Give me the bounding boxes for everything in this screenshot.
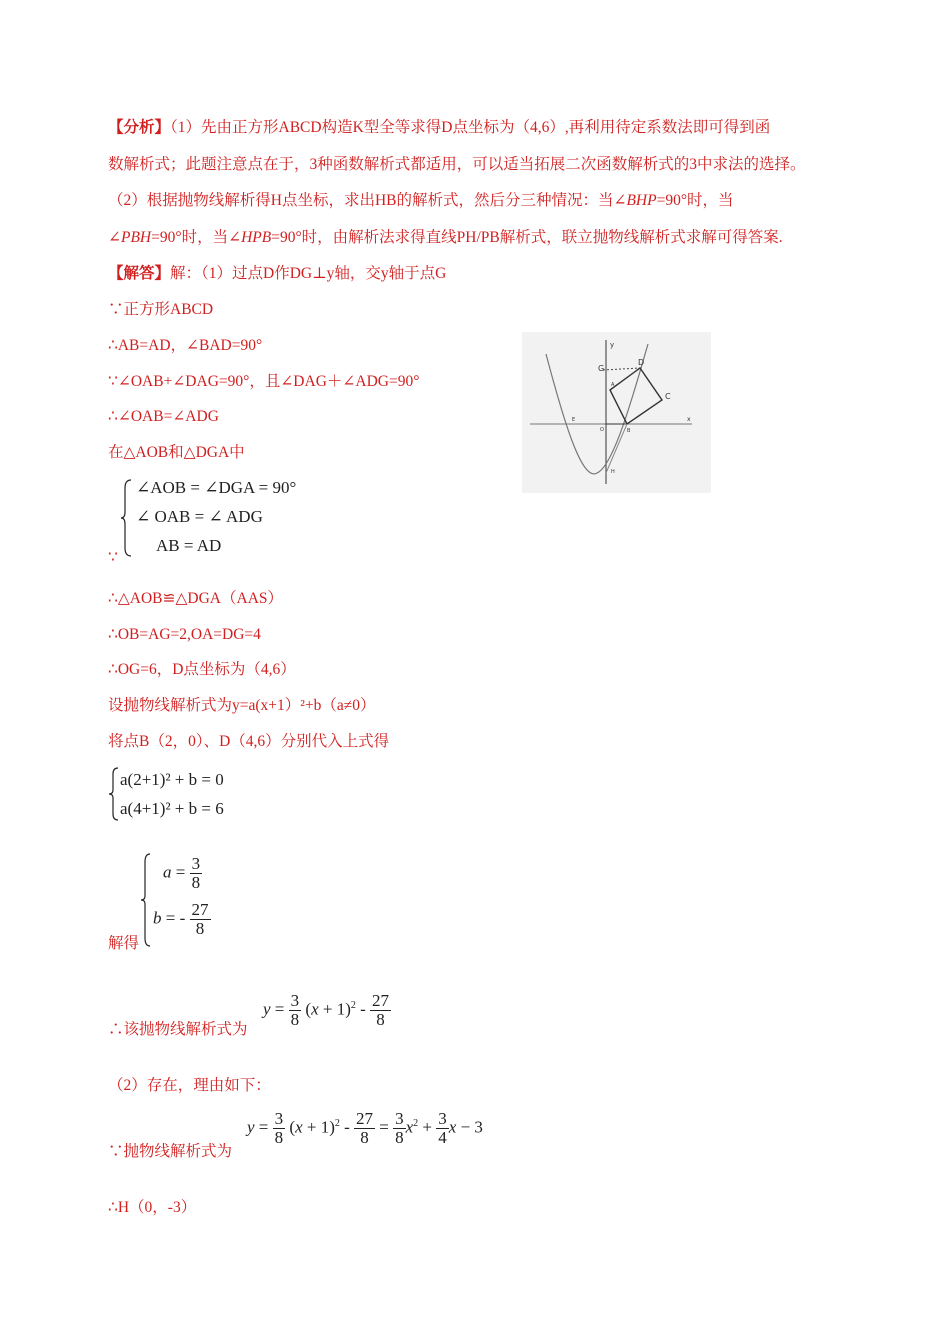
parabola-expression: y = $\frac{3}{8}$ $(x + 1)^2$ - $\frac{27}{8}$ xyxy=(263,991,390,1029)
because-symbol: ∵ xyxy=(108,549,118,566)
analysis-line-1 xyxy=(108,118,770,138)
geometry-figure xyxy=(522,332,711,493)
part-2: （2）存在，理由如下： xyxy=(108,1077,271,1094)
solution-b: b = - $\frac{27}{8}$ xyxy=(153,900,209,938)
frac-a-den: 8 xyxy=(191,873,201,892)
label-o: O xyxy=(600,427,604,433)
analysis-text-1: （1）先由正方形ABCD构造K型全等求得D点坐标为（4,6）,再利用待定系数法即可得到函 xyxy=(170,119,771,136)
solution-line-intro xyxy=(108,264,446,284)
system1-eq1: ∠AOB = ∠DGA = 90° xyxy=(136,478,297,497)
analysis-3c: =90°时，当 xyxy=(656,192,734,209)
step-12: ∵抛物线解析式为 xyxy=(108,1143,233,1160)
label-g: G xyxy=(598,364,605,373)
hb-line xyxy=(606,424,627,473)
label-e: E xyxy=(572,417,576,423)
step-11: ∴该抛物线解析式为 xyxy=(108,1021,248,1038)
angle-hpb: HPB xyxy=(241,229,272,246)
step-2: ∴AB=AD，∠BAD=90° xyxy=(108,337,263,354)
var-b: b xyxy=(153,908,162,928)
solve-label: 解得 xyxy=(108,935,140,952)
parabola-expanded: y = $\frac{3}{8}$ $(x + 1)^2$ - $\frac{27}{8}$ = $\frac{3}{8}$ $x^2$ + $\frac{3}{4}$ x − 3 xyxy=(247,1109,483,1147)
system2-eq2: a(4+1)² + b = 6 xyxy=(120,799,224,818)
step-7: ∴OB=AG=2,OA=DG=4 xyxy=(108,626,261,643)
frac-b-den: 8 xyxy=(195,919,205,938)
frac-a-num: 3 xyxy=(191,854,201,873)
step-3: ∵∠OAB+∠DAG=90°，且∠DAG＋∠ADG=90° xyxy=(108,373,420,390)
label-h: H xyxy=(611,469,615,475)
system2-brace xyxy=(108,766,120,822)
system2-eq1: a(2+1)² + b = 0 xyxy=(120,770,224,789)
analysis-3a: （2）根据抛物线解析得H点坐标，求出HB的解析式，然后分三种情况：当∠ xyxy=(108,192,627,209)
analysis-4e: =90°时，由解析法求得直线PH/PB解析式，联立抛物线解析式求解可得答案. xyxy=(271,229,783,246)
step-5: 在△AOB和△DGA中 xyxy=(108,444,245,461)
frac-b xyxy=(190,901,211,938)
analysis-line-2: 数解析式；此题注意点在于，3种函数解析式都适用，可以适当拓展二次函数解析式的3中求法的选择。 xyxy=(108,156,806,173)
step-13: ∴H（0，-3） xyxy=(108,1199,197,1216)
label-a: A xyxy=(611,382,615,388)
analysis-line-3 xyxy=(108,191,734,211)
step-1: ∵正方形ABCD xyxy=(108,301,214,318)
frac-b-num: 27 xyxy=(191,900,209,919)
frac-a xyxy=(190,855,203,892)
analysis-4a: ∠ xyxy=(108,229,121,246)
analysis-tag: 【分析】 xyxy=(108,119,171,136)
label-b: B xyxy=(627,428,631,434)
label-x: x xyxy=(687,416,691,423)
solution-tag: 【解答】 xyxy=(108,265,171,282)
step-10: 将点B（2，0）、D（4,6）分别代入上式得 xyxy=(108,733,390,750)
system1-eq3: AB = AD xyxy=(156,536,222,555)
sign-b: - xyxy=(179,908,186,928)
parabola xyxy=(546,344,648,474)
label-y: y xyxy=(610,341,615,349)
angle-bhp: BHP xyxy=(626,192,657,209)
solution-intro: 解：（1）过点D作DG⊥y轴，交y轴于点G xyxy=(170,265,447,282)
solution-brace xyxy=(140,852,152,948)
label-d: D xyxy=(638,358,645,367)
step-4: ∴∠OAB=∠ADG xyxy=(108,408,219,425)
step-8: ∴OG=6，D点坐标为（4,6） xyxy=(108,661,296,678)
square-abcd xyxy=(610,368,662,424)
label-c: C xyxy=(665,392,671,401)
system1-eq2: ∠ OAB = ∠ ADG xyxy=(136,507,263,526)
analysis-line-4 xyxy=(108,228,783,248)
dg-line xyxy=(603,368,640,370)
step-9: 设抛物线解析式为y=a(x+1）²+b（a≠0） xyxy=(108,697,376,714)
analysis-4c: =90°时，当∠ xyxy=(151,229,242,246)
system1-brace xyxy=(120,478,134,558)
solution-a: a = $\frac{3}{8}$ xyxy=(163,854,201,892)
step-6: ∴△AOB≌△DGA（AAS） xyxy=(108,590,284,607)
figure-svg xyxy=(522,332,711,493)
angle-pbh: PBH xyxy=(121,229,152,246)
var-a: a xyxy=(163,862,172,882)
